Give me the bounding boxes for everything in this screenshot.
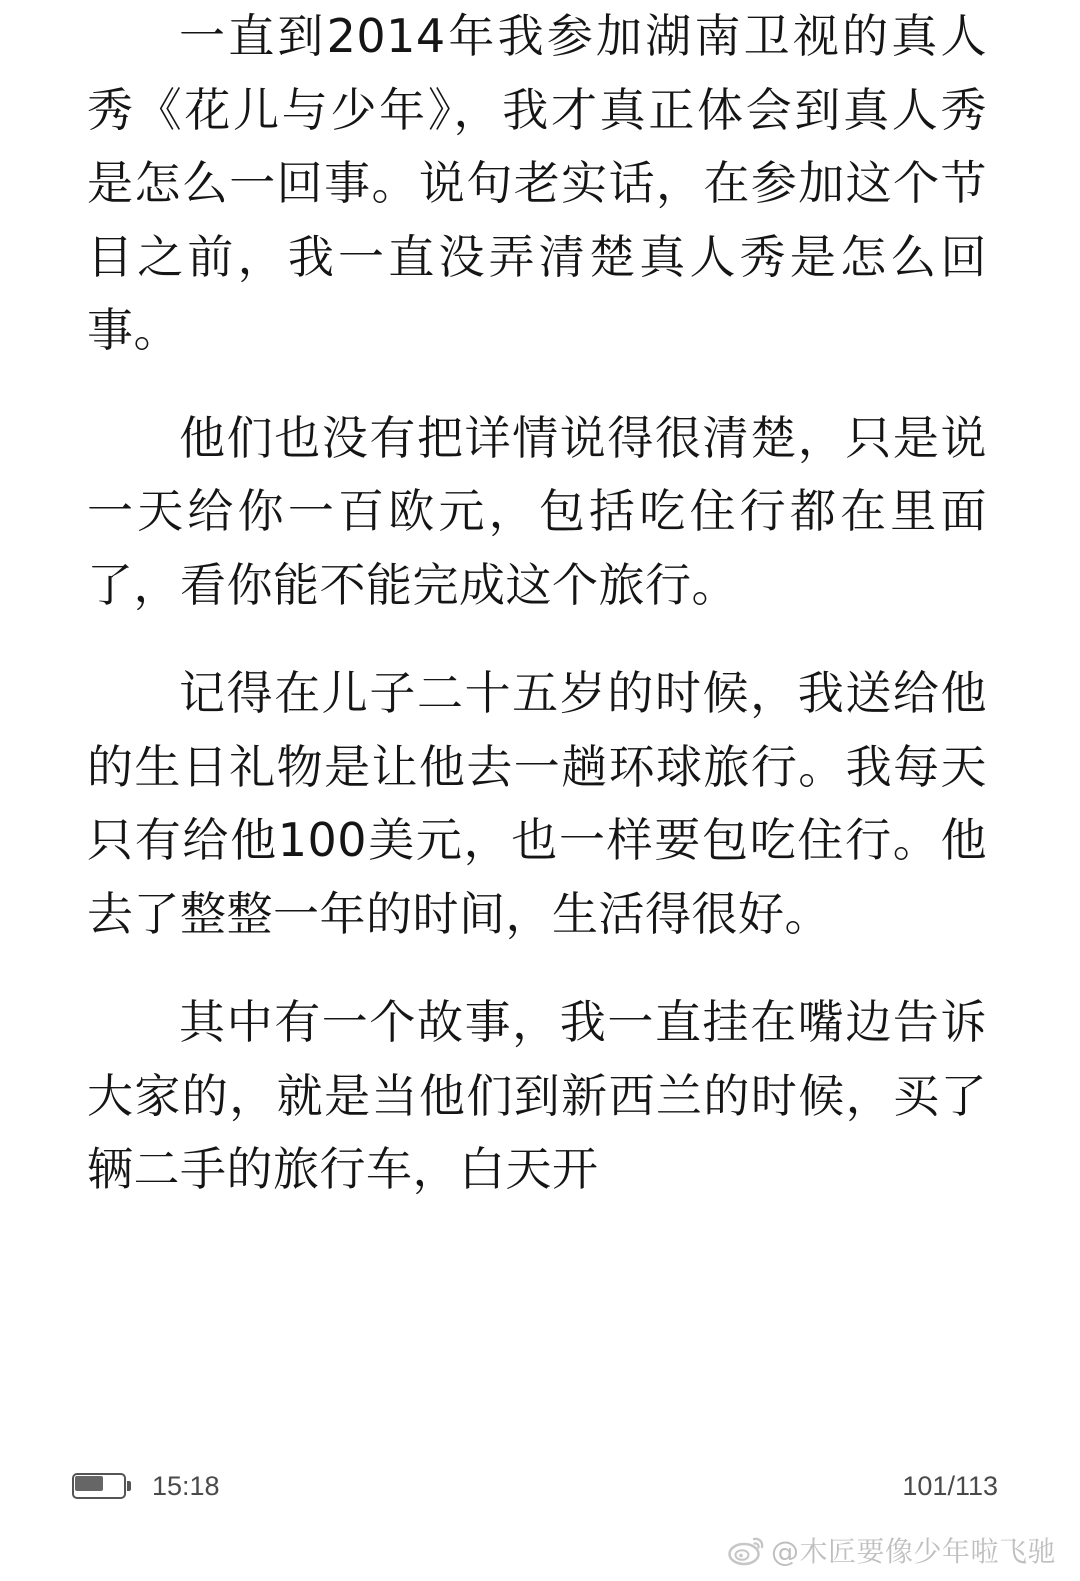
page-counter: 101/113 xyxy=(902,1471,998,1501)
paragraph-1: 一直到2014年我参加湖南卫视的真人秀《花儿与少年》，我才真正体会到真人秀是怎么一回事。说句老实话，在参加这个节目之前，我一直没弄清楚真人秀是怎么回事。 xyxy=(87,9,987,357)
reader-text-body xyxy=(87,0,987,1243)
weibo-watermark xyxy=(727,1528,1056,1572)
paragraph-2: 他们也没有把详情说得很清楚，只是说一天给你一百欧元，包括吃住行都在里面了，看你能不能完成这个旅行。 xyxy=(87,410,987,612)
weibo-logo-icon xyxy=(727,1533,767,1567)
reader-status-bar xyxy=(0,1465,1080,1513)
battery-level-fill xyxy=(75,1476,103,1491)
paragraph-3: 记得在儿子二十五岁的时候，我送给他的生日礼物是让他去一趟环球旅行。我每天只有给他100美元，也一样要包吃住行。他去了整整一年的时间，生活得很好。 xyxy=(87,666,987,941)
watermark-text: @木匠要像少年啦飞驰 xyxy=(770,1535,1056,1568)
status-time: 15:18 xyxy=(152,1471,220,1501)
battery-tip xyxy=(127,1481,131,1491)
battery-icon xyxy=(72,1473,132,1499)
paragraph-4: 其中有一个故事，我一直挂在嘴边告诉大家的，就是当他们到新西兰的时候，买了辆二手的旅行车，白天开 xyxy=(87,995,987,1196)
